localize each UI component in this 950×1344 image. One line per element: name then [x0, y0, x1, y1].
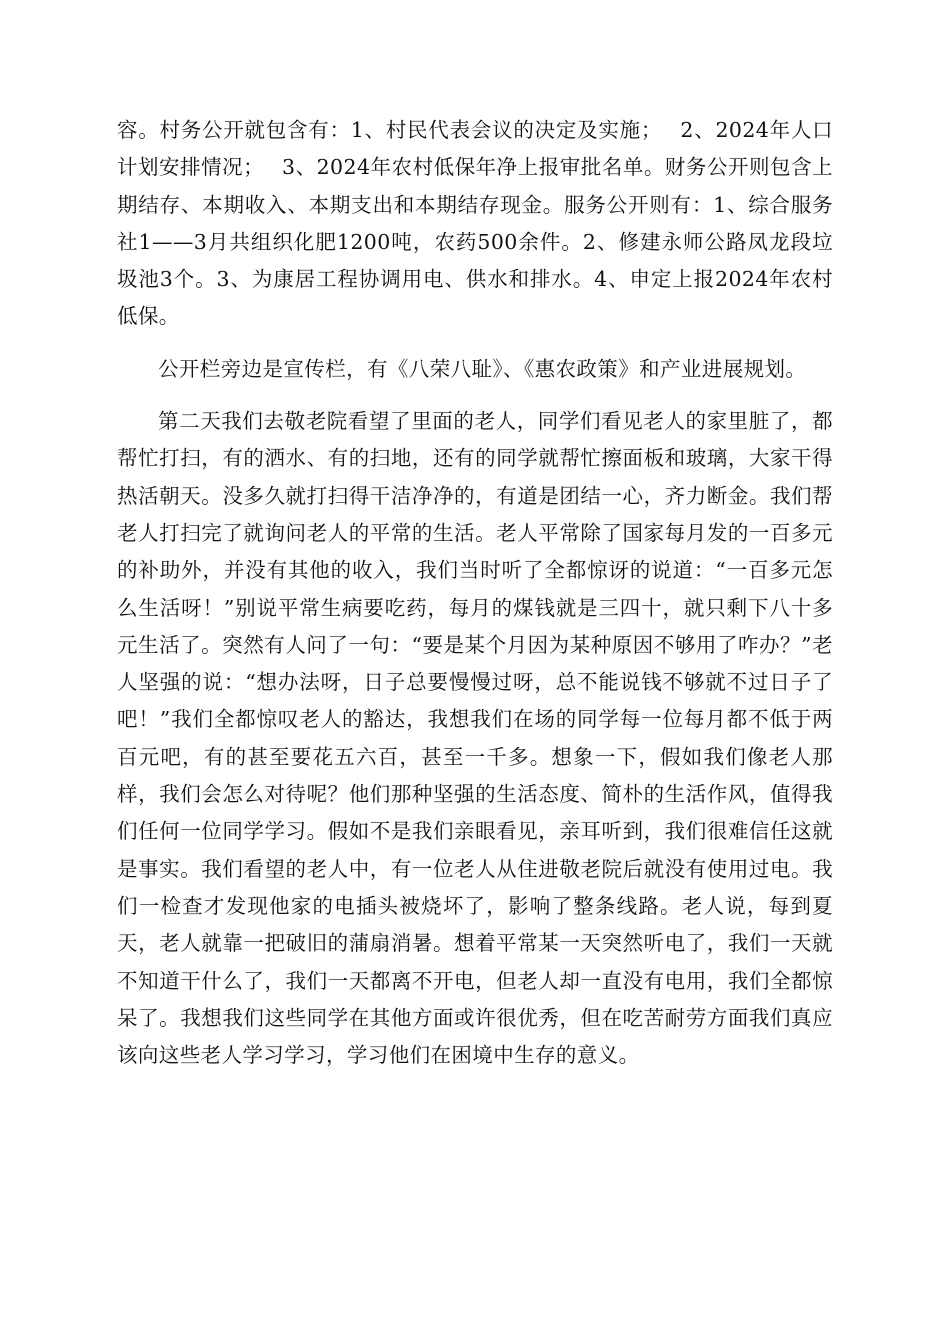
paragraph-gap [117, 388, 833, 403]
document-body [117, 112, 833, 1074]
paragraph-gap [117, 336, 833, 351]
paragraph-nursing-home-visit: 第二天我们去敬老院看望了里面的老人，同学们看见老人的家里脏了，都帮忙打扫，有的洒水、有的扫地，还有的同学就帮忙擦面板和玻璃，大家干得热活朝天。没多久就打扫得干洁净净的，有道是团结一心，齐力断金。我们帮老人打扫完了就询问老人的平常的生活。老人平常除了国家每月发的一百多元的补助外，并没有其他的收入，我们当时听了全都惊讶的说道：“一百多元怎么生活呀！”别说平常生病要吃药，每月的煤钱就是三四十，就只剩下八十多元生活了。突然有人问了一句：“要是某个月因为某种原因不够用了咋办？”老人坚强的说：“想办法呀，日子总要慢慢过呀，总不能说钱不够就不过日子了吧！”我们全都惊叹老人的豁达，我想我们在场的同学每一位每月都不低于两百元吧，有的甚至要花五六百，甚至一千多。想象一下，假如我们像老人那样，我们会怎么对待呢？他们那种坚强的生活态度、简朴的生活作风，值得我们任何一位同学学习。假如不是我们亲眼看见，亲耳听到，我们很难信任这就是事实。我们看望的老人中，有一位老人从住进敬老院后就没有使用过电。我们一检查才发现他家的电插头被烧坏了，影响了整条线路。老人说，每到夏天，老人就靠一把破旧的蒲扇消暑。想着平常某一天突然听电了，我们一天就不知道干什么了，我们一天都离不开电，但老人却一直没有电用，我们全都惊呆了。我想我们这些同学在其他方面或许很优秀，但在吃苦耐劳方面我们真应该向这些老人学习学习，学习他们在困境中生存的意义。 [117, 409, 833, 1068]
paragraph-village-affairs: 容。村务公开就包含有：1、村民代表会议的决定及实施； 2、2024年人口计划安排情况； 3、2024年农村低保年净上报审批名单。财务公开则包含上期结存、本期收入、本期支出和本期结存现金。服务公开则有：1、综合服务社1——3月共组织化肥1200吨，农药500余件。2、修建永师公路凤龙段垃圾池3个。3、为康居工程协调用电、供水和排水。4、申定上报2024年农村低保。 [117, 118, 833, 329]
paragraph-bulletin-board: 公开栏旁边是宣传栏，有《八荣八耻》、《惠农政策》和产业进展规划。 [158, 356, 807, 381]
